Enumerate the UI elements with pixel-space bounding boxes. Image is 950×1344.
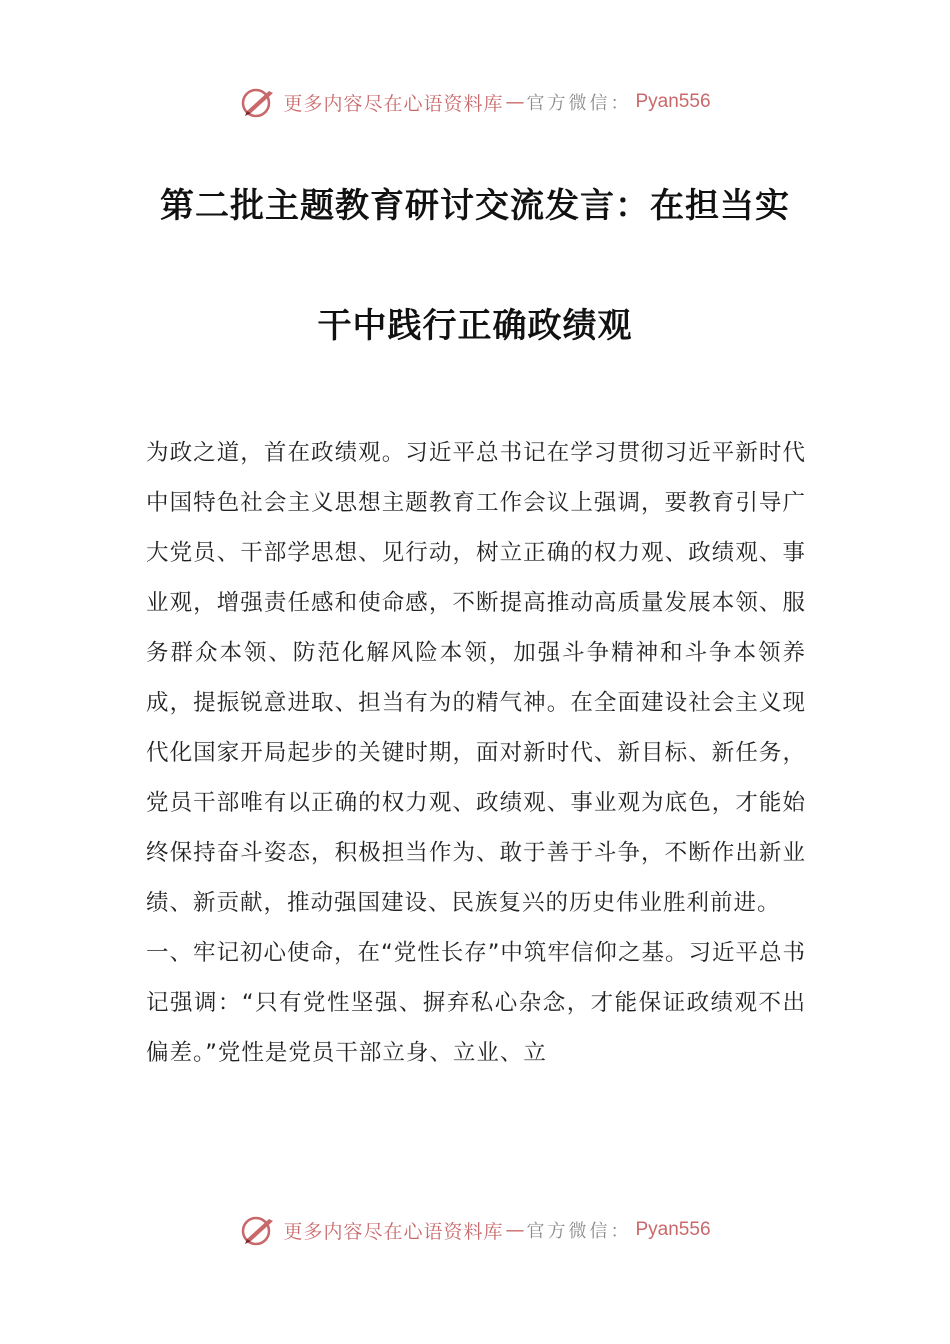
document-title-line-2: 干中践行正确政绩观: [317, 306, 633, 346]
watermark-text: 更多内容尽在心语资料库: [283, 1220, 504, 1243]
watermark-text: 更多内容尽在心语资料库: [283, 92, 504, 115]
pen-logo-icon: [239, 1213, 277, 1247]
document-body: [146, 428, 806, 1078]
paragraph-intro: 为政之道，首在政绩观。习近平总书记在学习贯彻习近平新时代中国特色社会主义思想主题教育工作会议上强调，要教育引导广大党员、干部学思想、见行动，树立正确的权力观、政绩观、事业观，增强责任感和使命感，不断提高推动高质量发展本领、服务群众本领、防范化解风险本领，加强斗争精神和斗争本领养成，提振锐意进取、担当有为的精气神。在全面建设社会主义现代化国家开局起步的关键时期，面对新时代、新目标、新任务，党员干部唯有以正确的权力观、政绩观、事业观为底色，才能始终保持奋斗姿态，积极担当作为、敢于善于斗争，不断作出新业绩、新贡献，推动强国建设、民族复兴的历史伟业胜利前进。: [146, 440, 806, 916]
watermark-separator: —: [505, 91, 525, 113]
watermark-banner-bottom: [0, 1210, 950, 1250]
watermark-wechat-label: 官方微信：: [526, 1221, 632, 1242]
watermark-wechat-label: 官方微信：: [526, 93, 632, 114]
watermark-wechat-id: Pyan556: [635, 1219, 711, 1240]
pen-logo-icon: [239, 85, 277, 119]
paragraph-section-1: 一、牢记初心使命，在“党性长存”中筑牢信仰之基。习近平总书记强调：“只有党性坚强、摒弃私心杂念，才能保证政绩观不出偏差。”党性是党员干部立身、立业、立: [146, 940, 806, 1066]
watermark-separator: —: [505, 1219, 525, 1241]
watermark-banner-top: [0, 82, 950, 122]
document-title-line-1: 第二批主题教育研讨交流发言：在担当实: [160, 186, 790, 226]
watermark-wechat-id: Pyan556: [635, 91, 711, 112]
